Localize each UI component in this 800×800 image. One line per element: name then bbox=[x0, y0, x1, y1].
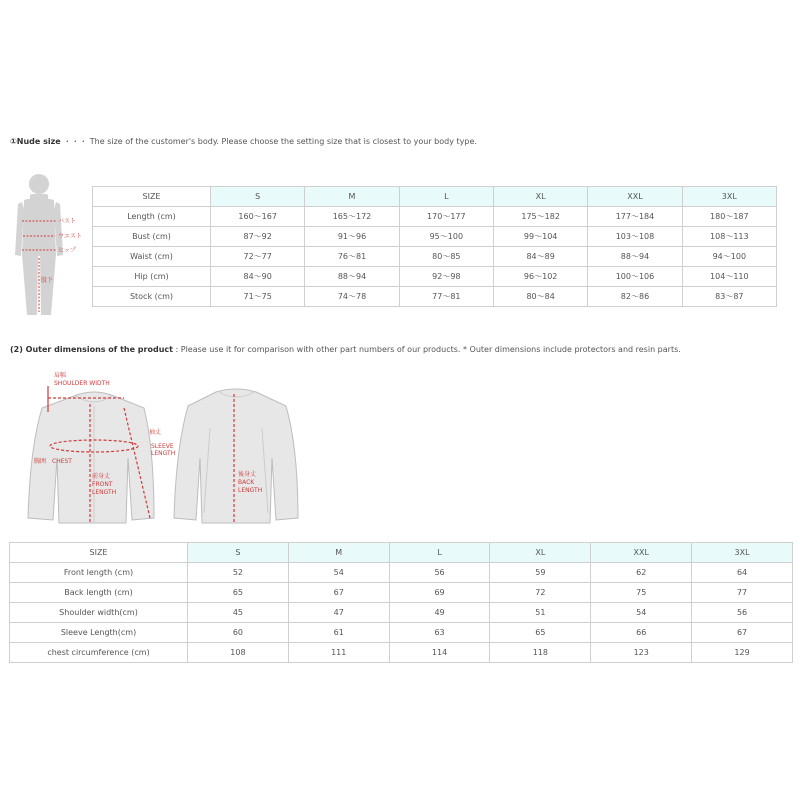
hip-label: ヒップ bbox=[58, 247, 76, 254]
header-xl: XL bbox=[490, 543, 591, 563]
table-cell: 77 bbox=[692, 583, 793, 603]
header-size: SIZE bbox=[10, 543, 188, 563]
table-cell: 60 bbox=[188, 623, 289, 643]
table-cell: 91～96 bbox=[305, 227, 399, 247]
table-row bbox=[10, 603, 793, 623]
table-cell: 69 bbox=[389, 583, 490, 603]
bust-label: バスト bbox=[58, 218, 77, 225]
table-row bbox=[93, 227, 777, 247]
outer-dimensions-table bbox=[9, 542, 793, 663]
table-header-row bbox=[93, 187, 777, 207]
table-cell: 72～77 bbox=[211, 247, 305, 267]
table-cell: 160～167 bbox=[211, 207, 305, 227]
table-cell: 49 bbox=[389, 603, 490, 623]
table-row bbox=[93, 207, 777, 227]
table-cell: 180～187 bbox=[682, 207, 776, 227]
table-cell: 80～84 bbox=[493, 287, 587, 307]
table-cell: 63 bbox=[389, 623, 490, 643]
sleeve-en2-label: LENGTH bbox=[151, 450, 176, 457]
table-cell: 54 bbox=[288, 563, 389, 583]
outer-dimensions-desc: : Please use it for comparison with other part numbers of our products. * Outer dimensions include protectors and resin parts. bbox=[175, 345, 681, 354]
front-en2-label: LENGTH bbox=[92, 489, 117, 496]
back-en2-label: LENGTH bbox=[238, 487, 263, 494]
header-xxl: XXL bbox=[591, 543, 692, 563]
table-cell: 104～110 bbox=[682, 267, 776, 287]
table-cell: 54 bbox=[591, 603, 692, 623]
row-label: Front length (cm) bbox=[10, 563, 188, 583]
table-cell: 87～92 bbox=[211, 227, 305, 247]
table-row bbox=[93, 267, 777, 287]
table-cell: 56 bbox=[692, 603, 793, 623]
table-cell: 129 bbox=[692, 643, 793, 663]
back-jp-label: 後身丈 bbox=[238, 471, 257, 478]
table-cell: 96～102 bbox=[493, 267, 587, 287]
nude-size-note bbox=[10, 136, 477, 147]
table-cell: 95～100 bbox=[399, 227, 493, 247]
table-cell: 66 bbox=[591, 623, 692, 643]
header-l: L bbox=[399, 187, 493, 207]
table-cell: 64 bbox=[692, 563, 793, 583]
nude-size-dots: ・・・ bbox=[63, 137, 88, 146]
table-cell: 45 bbox=[188, 603, 289, 623]
jacket-back bbox=[174, 389, 298, 523]
table-cell: 47 bbox=[288, 603, 389, 623]
table-cell: 177～184 bbox=[588, 207, 682, 227]
table-cell: 92～98 bbox=[399, 267, 493, 287]
figure-left-leg bbox=[22, 254, 38, 315]
table-cell: 67 bbox=[288, 583, 389, 603]
table-cell: 84～90 bbox=[211, 267, 305, 287]
table-cell: 67 bbox=[692, 623, 793, 643]
waist-label: ウエスト bbox=[58, 233, 83, 240]
table-cell: 51 bbox=[490, 603, 591, 623]
row-label: Hip (cm) bbox=[93, 267, 211, 287]
table-cell: 123 bbox=[591, 643, 692, 663]
table-cell: 65 bbox=[490, 623, 591, 643]
sleeve-en1-label: SLEEVE bbox=[151, 443, 174, 450]
outer-dimensions-title: (2) Outer dimensions of the product bbox=[10, 345, 173, 354]
nude-size-title: ①Nude size bbox=[10, 137, 61, 146]
header-xxl: XXL bbox=[588, 187, 682, 207]
row-label: Length (cm) bbox=[93, 207, 211, 227]
row-label: chest circumference (cm) bbox=[10, 643, 188, 663]
front-jp-label: 前身丈 bbox=[92, 473, 111, 480]
row-label: Sleeve Length(cm) bbox=[10, 623, 188, 643]
table-cell: 75 bbox=[591, 583, 692, 603]
table-cell: 175～182 bbox=[493, 207, 587, 227]
header-size: SIZE bbox=[93, 187, 211, 207]
row-label: Bust (cm) bbox=[93, 227, 211, 247]
table-cell: 83～87 bbox=[682, 287, 776, 307]
table-cell: 94～100 bbox=[682, 247, 776, 267]
header-s: S bbox=[211, 187, 305, 207]
body-measurement-figure bbox=[10, 170, 90, 320]
table-cell: 56 bbox=[389, 563, 490, 583]
jacket-measurement-figure bbox=[14, 368, 314, 533]
header-s: S bbox=[188, 543, 289, 563]
header-l: L bbox=[389, 543, 490, 563]
table-cell: 118 bbox=[490, 643, 591, 663]
table-cell: 62 bbox=[591, 563, 692, 583]
table-cell: 114 bbox=[389, 643, 490, 663]
table-cell: 103～108 bbox=[588, 227, 682, 247]
shoulder-en-label: SHOULDER WIDTH bbox=[54, 380, 110, 387]
nude-size-table bbox=[92, 186, 777, 307]
table-cell: 99～104 bbox=[493, 227, 587, 247]
table-row bbox=[10, 563, 793, 583]
table-cell: 108 bbox=[188, 643, 289, 663]
inseam-label: 股下 bbox=[41, 277, 54, 284]
table-row bbox=[93, 247, 777, 267]
row-label: Waist (cm) bbox=[93, 247, 211, 267]
outer-dimensions-note bbox=[10, 345, 681, 354]
table-cell: 88～94 bbox=[305, 267, 399, 287]
table-cell: 76～81 bbox=[305, 247, 399, 267]
header-m: M bbox=[288, 543, 389, 563]
table-cell: 165～172 bbox=[305, 207, 399, 227]
front-en1-label: FRONT bbox=[92, 481, 113, 488]
table-cell: 88～94 bbox=[588, 247, 682, 267]
table-cell: 108～113 bbox=[682, 227, 776, 247]
figure-right-leg bbox=[40, 254, 56, 315]
figure-head bbox=[29, 174, 49, 194]
chest-en-label: CHEST bbox=[52, 458, 72, 465]
shoulder-jp-label: 肩幅 bbox=[54, 372, 67, 379]
chest-jp-label: 胸囲 bbox=[34, 458, 47, 465]
table-header-row bbox=[10, 543, 793, 563]
table-cell: 52 bbox=[188, 563, 289, 583]
table-row bbox=[10, 643, 793, 663]
table-row bbox=[10, 583, 793, 603]
table-cell: 65 bbox=[188, 583, 289, 603]
table-cell: 72 bbox=[490, 583, 591, 603]
row-label: Back length (cm) bbox=[10, 583, 188, 603]
row-label: Shoulder width(cm) bbox=[10, 603, 188, 623]
nude-size-desc: The size of the customer's body. Please choose the setting size that is closest to your body type. bbox=[89, 137, 477, 146]
table-cell: 111 bbox=[288, 643, 389, 663]
table-cell: 59 bbox=[490, 563, 591, 583]
header-xl: XL bbox=[493, 187, 587, 207]
header-3xl: 3XL bbox=[682, 187, 776, 207]
table-cell: 100～106 bbox=[588, 267, 682, 287]
figure-torso bbox=[22, 198, 56, 256]
table-row bbox=[93, 287, 777, 307]
table-cell: 84～89 bbox=[493, 247, 587, 267]
back-en1-label: BACK bbox=[238, 479, 255, 486]
table-cell: 80～85 bbox=[399, 247, 493, 267]
row-label: Stock (cm) bbox=[93, 287, 211, 307]
table-cell: 170～177 bbox=[399, 207, 493, 227]
table-cell: 61 bbox=[288, 623, 389, 643]
header-m: M bbox=[305, 187, 399, 207]
table-cell: 77～81 bbox=[399, 287, 493, 307]
header-3xl: 3XL bbox=[692, 543, 793, 563]
table-cell: 71～75 bbox=[211, 287, 305, 307]
table-cell: 82～86 bbox=[588, 287, 682, 307]
table-row bbox=[10, 623, 793, 643]
table-cell: 74～78 bbox=[305, 287, 399, 307]
sleeve-jp-label: 袖丈 bbox=[149, 429, 162, 436]
